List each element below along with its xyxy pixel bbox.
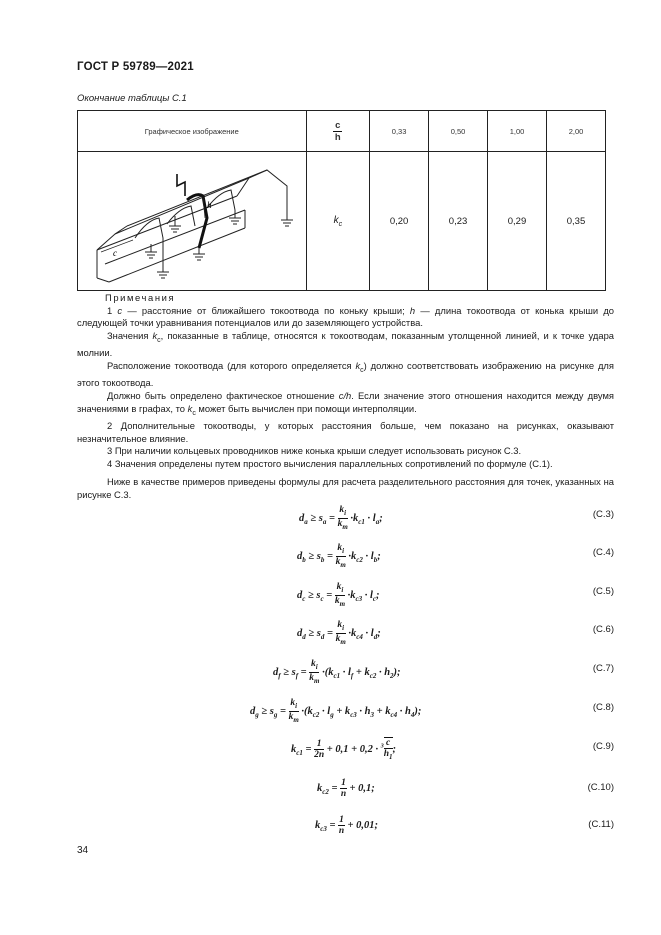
notes-title: Примечания — [105, 292, 176, 303]
dimension-c-label: c — [112, 248, 117, 258]
eave-line — [97, 196, 237, 250]
row-label-subscript: c — [338, 220, 343, 228]
ground-symbol-icon — [145, 244, 157, 258]
note-1: 1 c — расстояние от ближайшего токоотвода по коньку крыши; h — длина токоотвода от конька крыши до следующей точки уравнивания потенциалов или до заземляющего устройства. — [77, 304, 614, 329]
row-label-cell — [306, 152, 370, 291]
notes-section — [77, 292, 614, 502]
formula-number: (С.3) — [592, 509, 614, 520]
ground-symbol-icon — [157, 266, 169, 278]
down-conductor-2 — [167, 206, 195, 226]
lightning-strike-icon — [177, 174, 185, 196]
column-header: 2,00 — [546, 111, 605, 152]
table-caption: Окончание таблицы С.1 — [77, 93, 187, 104]
ground-symbol-icon — [193, 248, 205, 260]
value-cell: 0,35 — [546, 152, 605, 291]
ground-symbol-icon — [281, 212, 293, 226]
note-kc-values: Значения $k_c$, показанные в таблице, относятся к токоотводам, показанным утолщенной линией, и к точке удара молнии. — [77, 329, 614, 359]
formula-number: (С.9) — [592, 741, 614, 752]
formula-c9: $k_{c1}$ = $\frac{1}{2n}$ + 0,1 + 0,2 · $^3$ $\frac{c}{h_1}$ ; (С.9) — [291, 738, 614, 761]
ratio-numerator: c — [335, 119, 341, 131]
ratio-denominator: h — [334, 131, 341, 143]
page-header: ГОСТ Р 59789—2021 — [77, 61, 194, 73]
note-4: 4 Значения определены путем простого вычисления параллельных сопротивлений по формуле (С.1). — [107, 457, 553, 469]
formula-c7: $d_f \ge s_f$ = $\frac{k_i}{k_m}$ $\cdot(k_{c1} \cdot l_f + k_{c2} \cdot h_2)$; (С.7) — [273, 659, 614, 685]
ratio-fraction — [333, 120, 342, 143]
value-cell: 0,23 — [429, 152, 488, 291]
page-number: 34 — [77, 845, 89, 856]
roof-edge-line — [115, 178, 249, 234]
front-foot-line — [97, 278, 109, 282]
formula-number: (С.5) — [592, 586, 614, 597]
row-label: k — [333, 214, 339, 226]
ratio-header-cell — [306, 111, 370, 152]
column-header: 0,33 — [370, 111, 429, 152]
dimension-h-label: h — [206, 200, 212, 210]
table-value-row — [78, 152, 606, 291]
formula-number: (С.10) — [587, 782, 614, 793]
note-2: 2 Дополнительные токоотводы, у которых расстояния больше, чем показано на рисунках, оказывают незначительное влияние. — [77, 419, 614, 444]
down-conductor-1 — [135, 218, 163, 266]
formula-number: (С.11) — [588, 819, 614, 830]
drawing-cell — [78, 152, 307, 291]
formulas-intro: Ниже в качестве примеров приведены формулы для расчета разделительного расстояния для точек, указанных на рисунке С.3. — [77, 476, 614, 500]
formula-number: (С.8) — [592, 702, 614, 713]
formula-c10: $k_{c2}$ = $\frac{1}{n}$ + 0,1; (С.10) — [317, 778, 614, 799]
formula-c4: $d_b \ge s_b$ = $\frac{k_i}{k_m}$ $\cdot k_{c2} \cdot l_b$; (С.4) — [297, 543, 614, 569]
table-header-row — [78, 111, 606, 152]
formula-c5: $d_c \ge s_c$ = $\frac{k_i}{k_m}$ $\cdot k_{c3} \cdot l_c$; (С.5) — [297, 582, 614, 608]
value-cell: 0,20 — [370, 152, 429, 291]
back-gable — [237, 170, 287, 212]
formula-c6: $d_d \ge s_d$ = $\frac{k_i}{k_m}$ $\cdot k_{c4} \cdot l_d$; (С.6) — [297, 620, 614, 646]
formula-number: (С.6) — [592, 624, 614, 635]
note-location: Расположение токоотвода (для которого определяется $k_c$) должно соответствовать изображению на рисунке для этого токоотвода. — [77, 359, 614, 389]
formula-number: (С.4) — [592, 547, 614, 558]
formula-c3: $d_a \ge s_a$ = $\frac{k_i}{k_m}$ $\cdot k_{c1} \cdot l_a$; (С.3) — [299, 505, 614, 531]
value-cell: 0,29 — [488, 152, 547, 291]
coefficient-table — [77, 110, 606, 291]
column-header: 1,00 — [488, 111, 547, 152]
front-roof-slope — [97, 226, 127, 250]
building-drawing — [87, 156, 297, 286]
note-ratio: Должно быть определено фактическое отношение c/h. Если значение этого отношения находится между двумя значениями в графах, то $k_c$ может быть вычислен при помощи интерполяции. — [77, 389, 614, 417]
formula-c11: $k_{c3}$ = $\frac{1}{n}$ + 0,01; (С.11) — [315, 815, 614, 836]
formula-c8: $d_g \ge s_g$ = $\frac{k_i}{k_m}$ $\cdot(k_{c2} \cdot l_g + k_{c3} \cdot h_3 + k_{c4} \cdot h_4)$; (С.8) — [250, 698, 614, 724]
roof-ridge-line — [127, 170, 267, 226]
note-3: 3 При наличии кольцевых проводников ниже конька крыши следует использовать рисунок С.3. — [107, 445, 522, 457]
column-header: 0,50 — [429, 111, 488, 152]
graphic-header-cell: Графическое изображение — [78, 111, 307, 152]
formula-number: (С.7) — [592, 663, 614, 674]
